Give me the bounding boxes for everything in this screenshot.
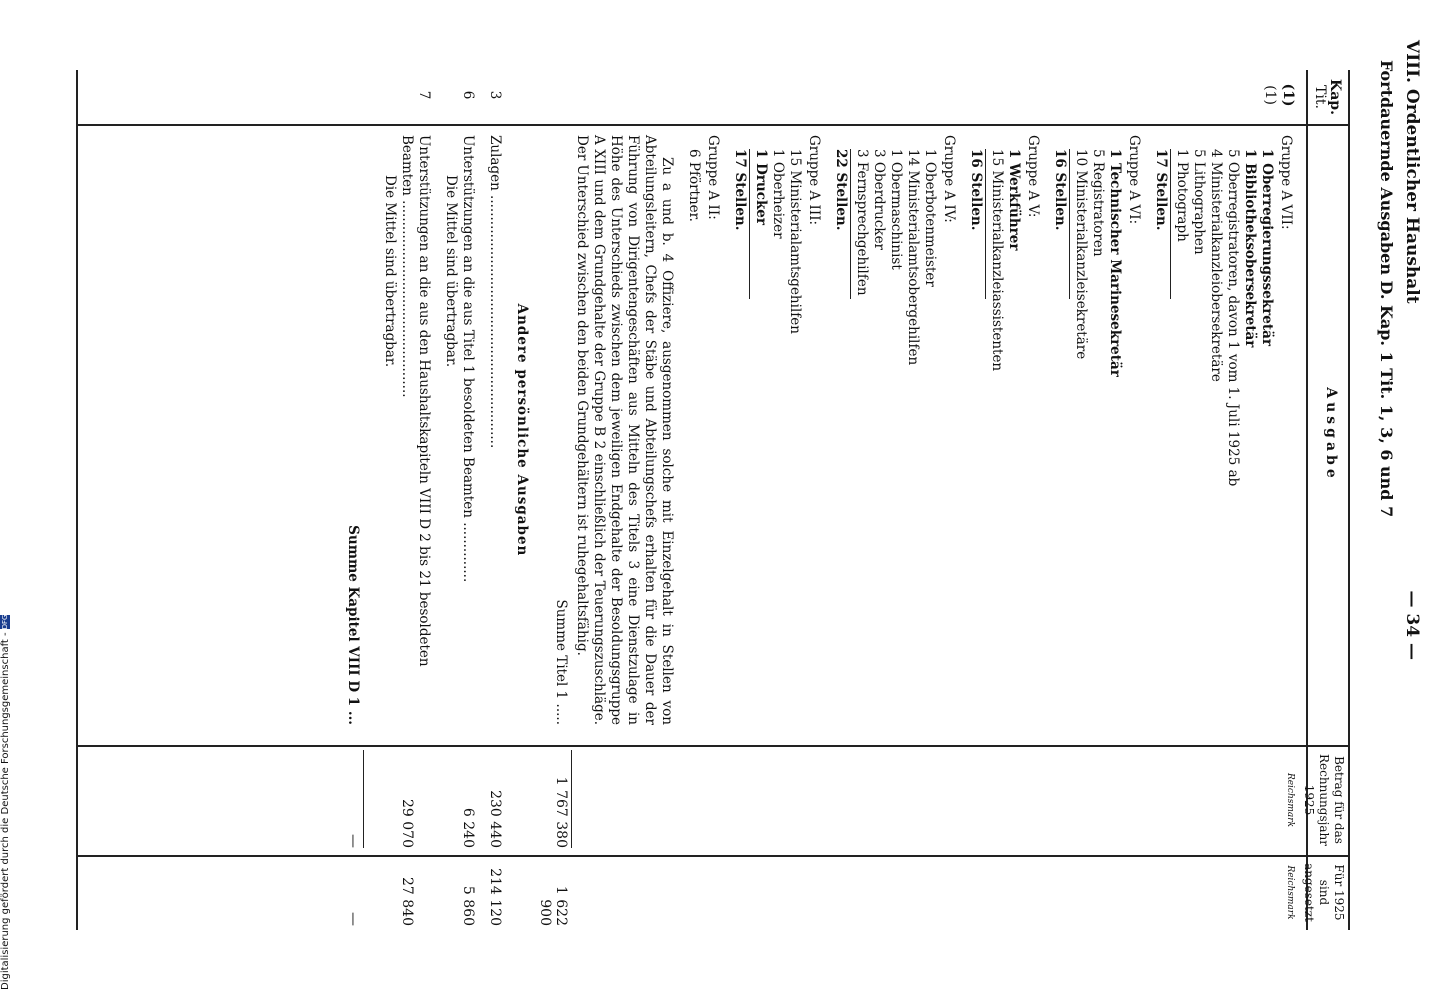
- staff-item: 15 Ministerialkanzleiassistenten: [989, 149, 1005, 372]
- page-subtitle: Fortdauernde Ausgaben D. Kap. 1 Tit. 1, 3, 6 und 7: [1377, 60, 1396, 518]
- budget-table: [76, 70, 1350, 930]
- section-title: [1402, 40, 1422, 960]
- ansatz-value: 5 860: [460, 885, 476, 926]
- group-total: 22 Stellen.: [832, 149, 851, 299]
- summe-titel-label: Summe Titel 1 .....: [553, 599, 569, 725]
- titel-number: 7: [416, 90, 432, 100]
- digitization-credit: [0, 600, 14, 990]
- titel-note: Die Mittel sind übertragbar.: [443, 175, 459, 368]
- column-divider: [78, 124, 1348, 126]
- summe-kapitel-ansatz: —: [345, 912, 361, 926]
- section-name: VIII. Ordentlicher Haushalt: [1402, 40, 1422, 304]
- titel-row: [381, 90, 432, 725]
- staff-item: 1 Bibliotheksobersekretär: [1242, 149, 1258, 348]
- staff-item: 10 Ministerialkanzleisekretäre: [1073, 149, 1089, 360]
- betrag-value: 6 240: [460, 807, 476, 848]
- group-total: 17 Stellen.: [731, 149, 750, 299]
- staff-item: 5 Registratoren: [1090, 149, 1106, 257]
- staff-item: 1 Drucker: [753, 149, 769, 226]
- summe-kapitel-betrag: —: [345, 834, 361, 848]
- titel-text: Unterstützungen an die aus den Haushaltskapiteln VIII D 2 bis 21 besoldeten Beamten ..............................................: [399, 135, 432, 667]
- sum-rule: [571, 750, 572, 848]
- summe-titel-ansatz: 1 622 900: [537, 885, 569, 926]
- kap-number: (1): [1280, 83, 1296, 107]
- staff-item: 15 Ministerialamtsgehilfen: [787, 149, 803, 334]
- credit-text: Digitalisierung gefördert durch die Deutsche Forschungsgemeinschaft -: [0, 632, 11, 990]
- group-list: [685, 135, 1294, 725]
- ansatz-value: 214 120: [487, 868, 503, 926]
- staff-item: 1 Oberregierungssekretär: [1259, 149, 1275, 346]
- ansatz-value: 27 840: [399, 877, 415, 926]
- betrag-value: 230 440: [487, 790, 503, 848]
- staff-item: 14 Ministerialamtsobergehilfen: [905, 149, 921, 366]
- sum-rule: [363, 750, 364, 848]
- titel-number: 6: [460, 90, 476, 100]
- column-divider: [78, 745, 1348, 747]
- staff-item: 3 Oberdrucker: [871, 149, 887, 251]
- summe-titel-betrag: 1 767 380: [553, 776, 569, 848]
- staff-item: 1 Obermaschinist: [888, 149, 904, 270]
- group-total: 16 Stellen.: [967, 149, 986, 299]
- staff-item: 1 Technischer Marinesekretär: [1107, 149, 1123, 377]
- staff-item: 1 Werkführer: [1006, 149, 1022, 251]
- betrag-value: 29 070: [399, 799, 415, 848]
- titel-text: Zulagen ...........................................................: [487, 135, 503, 449]
- titel-text: Unterstützungen an die aus Titel 1 besoldeten Beamten ..............: [460, 135, 476, 583]
- group-total: 17 Stellen.: [1152, 149, 1171, 299]
- group-title: Gruppe A II:: [705, 135, 721, 220]
- staff-item: 4 Ministerialkanzleiobersekretäre: [1208, 149, 1224, 382]
- group-title: Gruppe A VII:: [1278, 135, 1294, 230]
- summe-kapitel-label: Summe Kapitel VIII D 1 ...: [345, 525, 361, 725]
- group-title: Gruppe A VI:: [1126, 135, 1142, 225]
- staff-item: 1 Oberheizer: [770, 149, 786, 239]
- page-number: — 34 —: [1402, 590, 1422, 660]
- titel-row: [442, 90, 476, 725]
- header-kap: Kap. Tit.: [1312, 79, 1343, 115]
- group-total: 16 Stellen.: [1051, 149, 1070, 299]
- group-title: Gruppe A IV:: [941, 135, 957, 223]
- group-title: Gruppe A III:: [806, 135, 822, 226]
- credit-strip: [444, 0, 834, 14]
- staff-item: 6 Pförtner.: [686, 149, 702, 222]
- titel-number: 3: [487, 90, 503, 100]
- row-list: [381, 90, 503, 725]
- page-header: [1364, 0, 1434, 1000]
- staff-item: 1 Photograph: [1174, 149, 1190, 242]
- andere-ausgaben-heading: Andere persönliche Ausgaben: [514, 303, 530, 557]
- staff-item: 3 Fernsprechgehilfen: [854, 149, 870, 296]
- header-fuer: Für 1925 sind angesetzt Reichsmark: [1285, 863, 1346, 922]
- header-betrag: Betrag für das Rechnungsjahr 1925 Reichsmark: [1285, 754, 1346, 846]
- staff-item: 1 Oberbotenmeister: [922, 149, 938, 287]
- titel-note: Die Mittel sind übertragbar.: [382, 175, 398, 368]
- titel-row: [486, 90, 503, 725]
- dfg-logo-icon: DFG: [1, 614, 9, 630]
- staff-item: 5 Oberregistratoren, davon 1 vom 1. Juli 1925 ab: [1225, 149, 1241, 487]
- kap-sub: (1): [1262, 85, 1278, 105]
- group-title: Gruppe A V:: [1025, 135, 1041, 218]
- header-ausgabe: Ausgabe: [1323, 387, 1339, 482]
- column-divider: [78, 855, 1348, 857]
- footnote-text: Zu a und b. 4 Offiziere, ausgenommen solche mit Einzelgehalt in Stellen von Abteilungsleitern, Chefs der Stäbe und Abteilungschefs erhalten für die Dauer der Führung von Dirigentengeschäften aus Mitteln des Titels 3 eine Dienstzulage in Höhe des Unterschieds zwischen dem jeweiligen Endgehalte der Besoldungsgruppe A XIII und dem Grundgehalte der Gruppe B 2 einschließlich der Teuerungszuschläge. Der Unterschied zwischen den beiden Grundgehältern ist ruhegehaltsfähig.: [574, 135, 675, 725]
- staff-item: 5 Lithographen: [1191, 149, 1207, 255]
- ausgabe-body: [344, 90, 1304, 725]
